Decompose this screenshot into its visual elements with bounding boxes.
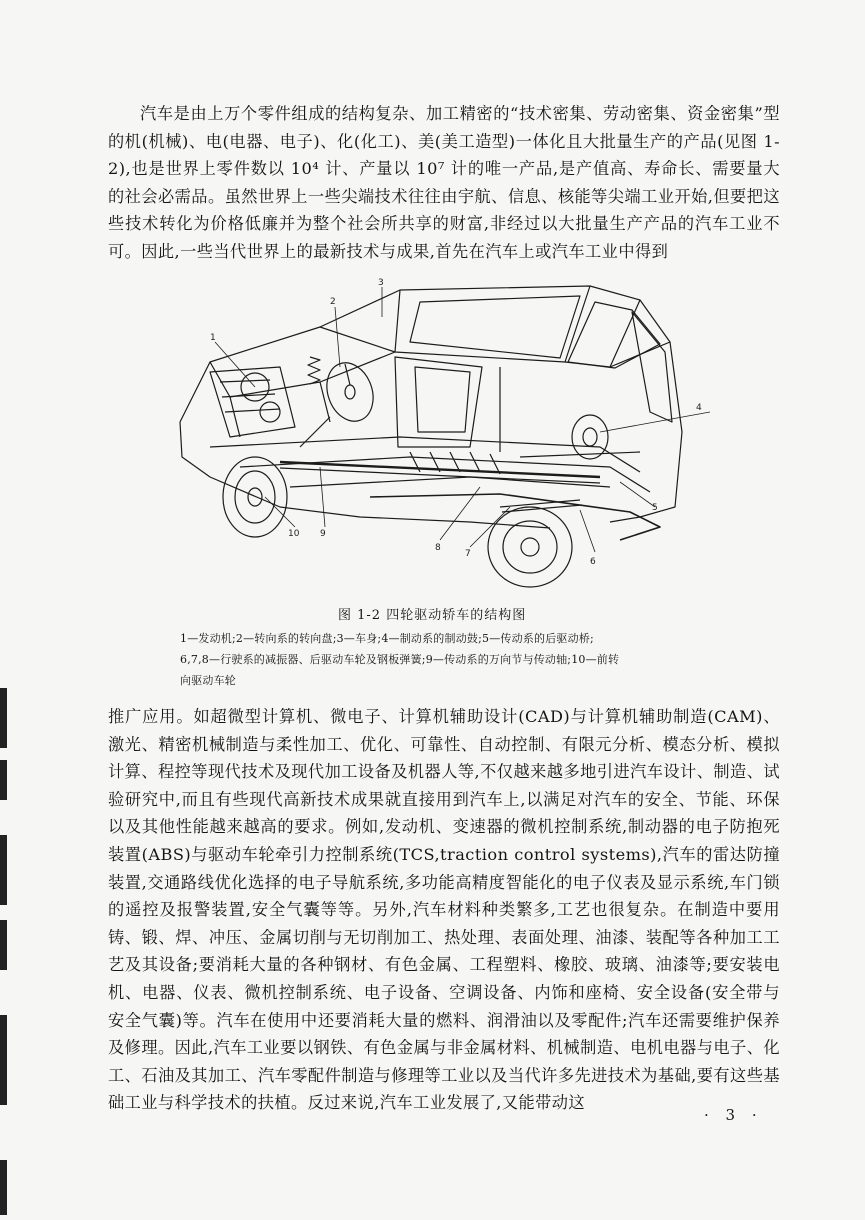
binding-mark (0, 1160, 7, 1215)
callout-label-4: 4 (696, 403, 702, 413)
callout-label-2: 2 (330, 297, 336, 307)
callout-label-9: 9 (320, 529, 326, 539)
binding-mark (0, 688, 7, 748)
callout-label-6: 6 (590, 557, 596, 567)
callout-label-8: 8 (435, 543, 441, 553)
page-number: · 3 · (704, 1106, 763, 1124)
binding-mark (0, 920, 7, 970)
legend-line: 向驱动车轮 (180, 674, 236, 687)
figure-legend (180, 628, 710, 691)
legend-line: 6,7,8—行驶系的减振器、后驱动车轮及钢板弹簧;9—传动系的万向节与传动轴;10—前转 (180, 653, 620, 666)
binding-mark (0, 1015, 7, 1105)
callout-label-5: 5 (652, 503, 658, 513)
legend-line: 1—发动机;2—转向系的转向盘;3—车身;4—制动系的制动鼓;5—传动系的后驱动桥; (180, 632, 594, 645)
paragraph-top: 汽车是由上万个零件组成的结构复杂、加工精密的“技术密集、劳动密集、资金密集”型的机(机械)、电(电器、电子)、化(化工)、美(美工造型)一体化且大批量生产的产品(见图 1-2),也是世界上零件数以 10⁴ 计、产量以 10⁷ 计的唯一产品,是产值高、寿命长、需要量大的社会必需品。虽然世界上一些尖端技术往往由宇航、信息、核能等尖端工业开始,但要把这些技术转化为价格低廉并为整个社会所共享的财富,非经过以大批量生产产品的汽车工业不可。因此,一些当代世界上的最新技术与成果,首先在汽车上或汽车工业中得到 (108, 104, 780, 261)
figure-title: 图 1-2 四轮驱动轿车的结构图 (338, 608, 527, 623)
callout-label-10: 10 (288, 529, 300, 539)
paragraph-bottom: 推广应用。如超微型计算机、微电子、计算机辅助设计(CAD)与计算机辅助制造(CAM)、激光、精密机械制造与柔性加工、优化、可靠性、自动控制、有限元分析、模态分析、模拟计算、程控等现代技术及现代加工设备及机器人等,不仅越来越多地引进汽车设计、制造、试验研究中,而且有些现代高新技术成果就直接用到汽车上,以满足对汽车的安全、节能、环保以及其他性能越来越高的要求。例如,发动机、变速器的微机控制系统,制动器的电子防抱死装置(ABS)与驱动车轮牵引力控制系统(TCS,traction control systems),汽车的雷达防撞装置,交通路线优化选择的电子导航系统,多功能高精度智能化的电子仪表及显示系统,车门锁的遥控及报警装置,安全气囊等等。另外,汽车材料种类繁多,工艺也很复杂。在制造中要用铸、锻、焊、冲压、金属切削与无切削加工、热处理、表面处理、油漆、装配等各种加工工艺及其设备;要消耗大量的各种钢材、有色金属、工程塑料、橡胶、玻璃、油漆等;要安装电机、电器、仪表、微机控制系统、电子设备、空调设备、内饰和座椅、安全设备(安全带与安全气囊)等。汽车在使用中还要消耗大量的燃料、润滑油以及零配件;汽车还需要维护保养及修理。因此,汽车工业要以钢铁、有色金属与非金属材料、机械制造、电机电器与电子、化工、石油及其加工、汽车零配件制造与修理等工业以及当代许多先进技术为基础,要有这些基础工业与科学技术的扶植。反过来说,汽车工业发展了,又能带动这 (108, 707, 780, 1113)
callout-label-1: 1 (210, 333, 216, 343)
car-cutaway-drawing (170, 272, 710, 602)
binding-mark (0, 835, 7, 905)
callout-label-3: 3 (378, 278, 384, 288)
binding-mark (0, 760, 7, 800)
callout-label-7: 7 (465, 549, 471, 559)
car-structure-figure (170, 272, 710, 602)
